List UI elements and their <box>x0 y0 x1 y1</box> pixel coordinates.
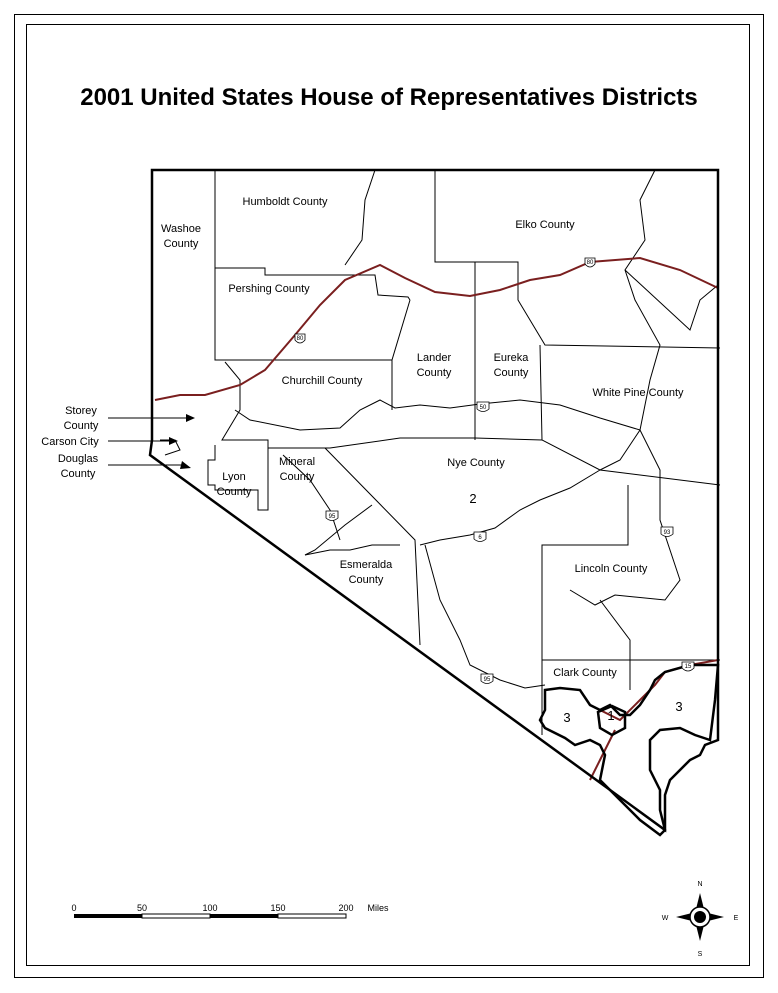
shield-us93: 93 <box>663 530 671 536</box>
shield-i15: 15 <box>684 664 692 670</box>
label-churchill: Churchill County <box>281 375 363 387</box>
scale-tick-200: 200 <box>338 903 354 913</box>
label-mineral-1: Mineral <box>278 456 316 468</box>
us-route-shield-icon <box>474 532 486 542</box>
us-route-shield-icon <box>661 527 673 537</box>
lander-boundary <box>392 300 410 410</box>
label-washoe-1: Washoe <box>161 223 201 235</box>
shield-us50: 50 <box>479 405 487 411</box>
label-elko: Elko County <box>515 219 575 231</box>
label-eureka-2: County <box>493 367 529 379</box>
label-lyon-2: County <box>216 486 252 498</box>
us6-road <box>420 470 600 545</box>
label-white-pine: White Pine County <box>592 387 684 399</box>
district-1-label: 1 <box>607 708 615 723</box>
road <box>425 545 545 688</box>
compass-s: S <box>697 951 703 958</box>
label-clark: Clark County <box>553 667 617 679</box>
district-3-west-label: 3 <box>563 710 571 725</box>
county-boundaries <box>160 170 720 735</box>
secondary-roads <box>235 170 718 690</box>
compass-w: W <box>661 915 669 922</box>
district-3-east-label: 3 <box>675 699 683 714</box>
interstate-shield-icon <box>585 258 595 267</box>
callout-storey-1: Storey <box>65 405 97 417</box>
district-2-label: 2 <box>469 491 477 506</box>
humboldt-pershing-boundary <box>215 170 410 300</box>
shield-us6: 6 <box>478 535 482 541</box>
shield-i80-b: 80 <box>586 260 594 266</box>
label-esmeralda-1: Esmeralda <box>339 559 393 571</box>
label-mineral-2: County <box>279 471 315 483</box>
pershing-churchill-boundary <box>215 268 392 360</box>
us50-road <box>235 400 640 430</box>
us-route-shield-icon <box>477 402 489 412</box>
compass-rose-icon <box>662 881 739 958</box>
compass-e: E <box>733 915 739 922</box>
highway-shields <box>295 258 694 684</box>
label-washoe-2: County <box>163 238 199 250</box>
district-boundaries <box>540 665 718 835</box>
district-3-boundary <box>540 665 718 835</box>
label-lyon-1: Lyon <box>222 471 246 483</box>
scale-bar <box>71 903 389 918</box>
shield-i80-a: 80 <box>296 336 304 342</box>
us-route-shield-icon <box>326 511 338 521</box>
label-eureka-1: Eureka <box>493 352 529 364</box>
elko-lander-boundary <box>435 170 475 440</box>
road <box>600 170 660 470</box>
callouts <box>41 405 195 480</box>
us-route-shield-icon <box>481 674 493 684</box>
nevada-state-boundary <box>150 170 718 830</box>
scale-tick-50: 50 <box>136 903 148 913</box>
white-pine-nye-boundary <box>540 345 720 485</box>
shield-us95-b: 95 <box>483 677 491 683</box>
churchill-nye-boundary <box>242 438 542 448</box>
scale-tick-150: 150 <box>270 903 286 913</box>
interstate-shield-icon <box>295 334 305 343</box>
scale-segment <box>142 914 210 918</box>
elko-eureka-boundary <box>475 262 720 348</box>
road <box>345 170 375 265</box>
scale-unit: Miles <box>367 903 389 913</box>
compass-n: N <box>697 881 703 888</box>
scale-tick-100: 100 <box>202 903 218 913</box>
label-lander-1: Lander <box>416 352 452 364</box>
label-nye: Nye County <box>447 457 505 469</box>
scale-segment <box>74 914 142 918</box>
arrowhead-icon <box>186 414 195 422</box>
label-pershing: Pershing County <box>228 283 310 295</box>
scale-segment <box>210 914 278 918</box>
map-title: 2001 United States House of Representatives Districts <box>80 84 698 111</box>
callout-carson: Carson City <box>41 436 99 448</box>
label-esmeralda-2: County <box>348 574 384 586</box>
callout-storey-2: County <box>63 420 99 432</box>
scale-tick-0: 0 <box>71 903 77 913</box>
arrowhead-icon <box>180 461 191 469</box>
road <box>625 270 718 330</box>
mineral-nye-boundary <box>325 448 420 645</box>
label-lincoln: Lincoln County <box>574 563 648 575</box>
washoe-churchill-boundary <box>222 362 242 440</box>
label-humboldt: Humboldt County <box>242 196 328 208</box>
callout-douglas-1: Douglas <box>57 453 99 465</box>
shield-us95-a: 95 <box>328 514 336 520</box>
label-lander-2: County <box>416 367 452 379</box>
scale-segment <box>278 914 346 918</box>
interstate-shield-icon <box>682 662 694 671</box>
road <box>570 430 680 605</box>
callout-douglas-2: County <box>60 468 96 480</box>
